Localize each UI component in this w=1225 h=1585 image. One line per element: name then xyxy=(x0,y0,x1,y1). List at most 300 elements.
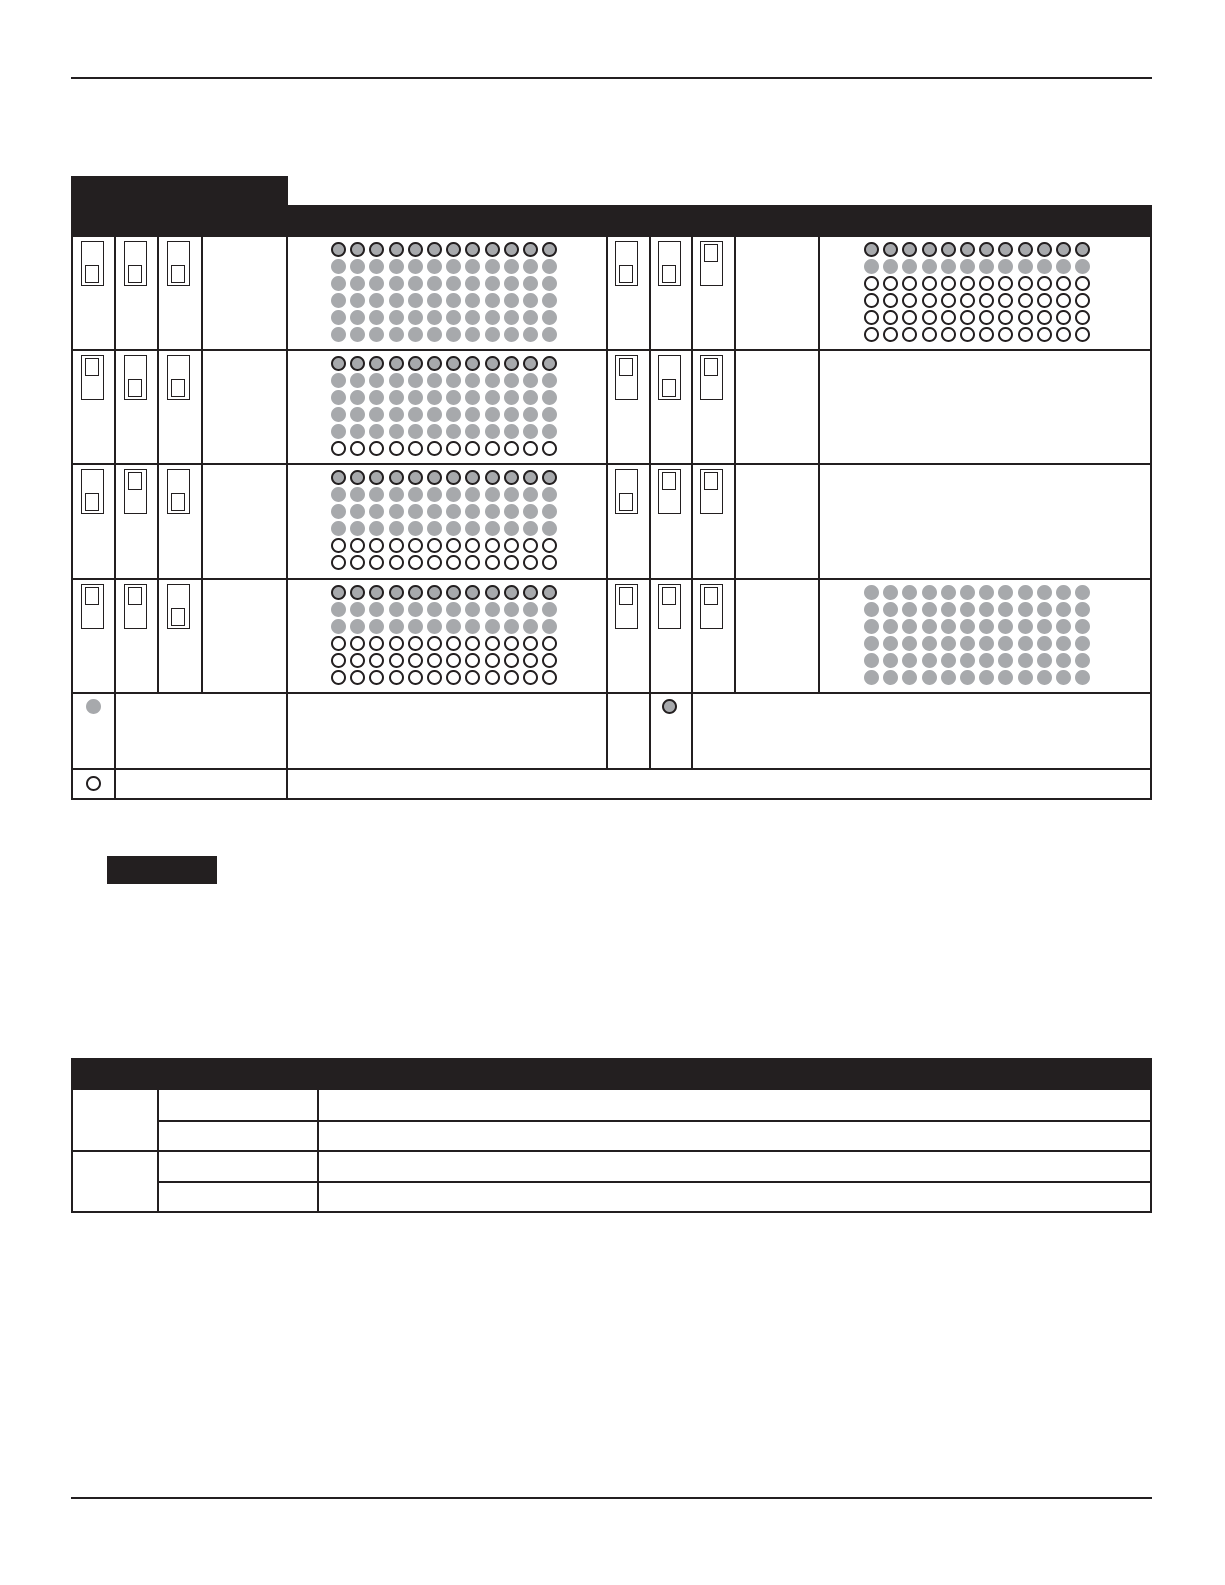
led-dot-ring xyxy=(864,242,879,257)
led-dot-open xyxy=(998,310,1013,325)
led-dot-fill xyxy=(485,259,500,274)
led-dot-open xyxy=(1037,293,1052,308)
led-dot-open xyxy=(960,293,975,308)
led-dot-fill xyxy=(446,619,461,634)
led-dot-open xyxy=(1037,310,1052,325)
led-dot-ring xyxy=(504,470,519,485)
led-dot-open xyxy=(960,327,975,342)
switch-knob xyxy=(704,358,718,376)
led-dot-fill xyxy=(465,327,480,342)
led-dot-fill xyxy=(902,653,917,668)
led-dot-open xyxy=(369,538,384,553)
led-dot-fill xyxy=(542,602,557,617)
led-dot-fill xyxy=(350,407,365,422)
led-dot-open xyxy=(523,670,538,685)
switch-knob xyxy=(704,472,718,490)
led-dot-fill xyxy=(523,327,538,342)
led-dot-open xyxy=(350,653,365,668)
table-border-left xyxy=(71,235,73,799)
led-dot-fill xyxy=(446,327,461,342)
led-dot-fill xyxy=(883,259,898,274)
led-dot-ring xyxy=(1037,242,1052,257)
led-dot-ring xyxy=(389,242,404,257)
column-divider xyxy=(649,235,651,692)
led-dot-open xyxy=(408,670,423,685)
led-dot-fill xyxy=(369,521,384,536)
led-dot-fill xyxy=(902,636,917,651)
led-dot-open xyxy=(408,441,423,456)
led-dot-fill xyxy=(446,487,461,502)
led-dot-fill xyxy=(485,619,500,634)
led-dot-fill xyxy=(369,602,384,617)
led-dot-fill xyxy=(331,602,346,617)
dip-switch-2-up xyxy=(658,584,681,629)
led-dot-fill xyxy=(960,636,975,651)
led-dot-fill xyxy=(504,602,519,617)
led-dot-open xyxy=(446,636,461,651)
led-dot-fill xyxy=(446,276,461,291)
legend-column-divider xyxy=(286,692,288,768)
led-dot-fill xyxy=(902,259,917,274)
led-dot-fill xyxy=(389,487,404,502)
led-dot-fill xyxy=(389,276,404,291)
led-dot-fill xyxy=(1037,602,1052,617)
led-dot-fill xyxy=(998,670,1013,685)
led-dot-open xyxy=(1075,310,1090,325)
led-dot-open xyxy=(864,293,879,308)
led-dot-fill xyxy=(465,259,480,274)
led-dot-fill xyxy=(446,424,461,439)
led-dot-ring xyxy=(389,356,404,371)
led-dot-fill xyxy=(1056,585,1071,600)
led-dot-fill xyxy=(1037,259,1052,274)
led-dot-open xyxy=(446,538,461,553)
led-dot-open xyxy=(1018,310,1033,325)
led-dot-open xyxy=(941,327,956,342)
led-dot-open xyxy=(446,555,461,570)
dip-switch-2-up xyxy=(124,469,147,514)
dip-switch-3-down xyxy=(167,584,190,629)
led-dot-fill xyxy=(446,259,461,274)
led-dot-fill xyxy=(998,259,1013,274)
led-dot-fill xyxy=(485,407,500,422)
led-dot-fill xyxy=(465,602,480,617)
led-dot-open xyxy=(446,653,461,668)
led-dot-open xyxy=(523,636,538,651)
led-dot-fill xyxy=(1037,653,1052,668)
led-dot-fill xyxy=(427,521,442,536)
led-dot-open xyxy=(542,653,557,668)
led-dot-fill xyxy=(350,602,365,617)
led-dot-fill xyxy=(998,585,1013,600)
led-dot-fill xyxy=(331,407,346,422)
led-dot-fill xyxy=(523,602,538,617)
led-dot-open xyxy=(1075,327,1090,342)
led-dot-ring xyxy=(504,356,519,371)
led-dot-open xyxy=(504,653,519,668)
led-dot-fill xyxy=(427,487,442,502)
led-dot-fill xyxy=(883,670,898,685)
led-dot-fill xyxy=(941,636,956,651)
led-dot-fill xyxy=(1075,619,1090,634)
led-dot-fill xyxy=(902,602,917,617)
led-dot-ring xyxy=(408,356,423,371)
led-dot-fill xyxy=(331,373,346,388)
led-dot-fill xyxy=(350,504,365,519)
row-divider xyxy=(71,349,1152,351)
table-border-right xyxy=(1150,235,1152,799)
led-dot-open xyxy=(389,555,404,570)
led-dot-fill xyxy=(350,259,365,274)
led-dot-open xyxy=(331,670,346,685)
led-dot-fill xyxy=(960,619,975,634)
led-dot-fill xyxy=(389,373,404,388)
led-dot-fill xyxy=(446,504,461,519)
legend-open-dot-icon xyxy=(86,776,101,791)
led-dot-fill xyxy=(389,293,404,308)
led-dot-fill xyxy=(427,310,442,325)
led-dot-fill xyxy=(922,653,937,668)
led-dot-open xyxy=(331,538,346,553)
led-dot-open xyxy=(922,293,937,308)
led-dot-open xyxy=(389,653,404,668)
led-dot-fill xyxy=(369,407,384,422)
led-dot-open xyxy=(504,441,519,456)
dip-switch-3-down xyxy=(167,355,190,400)
led-dot-fill xyxy=(350,619,365,634)
note-label-box xyxy=(107,856,217,884)
led-dot-fill xyxy=(1018,259,1033,274)
led-dot-ring xyxy=(542,470,557,485)
led-dot-open xyxy=(1056,310,1071,325)
led-dot-open xyxy=(350,441,365,456)
led-dot-fill xyxy=(485,390,500,405)
led-dot-open xyxy=(504,636,519,651)
column-divider xyxy=(734,235,736,692)
table-title-tab xyxy=(71,176,288,206)
led-dot-fill xyxy=(408,424,423,439)
legend-ringed-dot-icon xyxy=(662,699,677,714)
legend-column-divider xyxy=(606,692,608,768)
led-dot-open xyxy=(1037,276,1052,291)
led-dot-fill xyxy=(350,424,365,439)
dip-switch-1-up xyxy=(615,355,638,400)
led-dot-fill xyxy=(389,521,404,536)
led-dot-fill xyxy=(523,293,538,308)
led-dot-fill xyxy=(427,293,442,308)
led-dot-ring xyxy=(350,356,365,371)
led-dot-open xyxy=(902,293,917,308)
led-dot-fill xyxy=(960,585,975,600)
dip-switch-2-up xyxy=(658,469,681,514)
led-dot-open xyxy=(504,670,519,685)
led-dot-ring xyxy=(446,356,461,371)
led-dot-fill xyxy=(446,373,461,388)
led-dot-open xyxy=(960,310,975,325)
top-rule xyxy=(71,77,1152,79)
switch-knob xyxy=(662,379,676,397)
led-dot-fill xyxy=(504,276,519,291)
led-dot-fill xyxy=(465,504,480,519)
led-dot-open xyxy=(427,555,442,570)
led-dot-ring xyxy=(485,585,500,600)
legend-column-divider xyxy=(114,768,116,798)
led-dot-open xyxy=(465,636,480,651)
led-dot-fill xyxy=(408,327,423,342)
column-divider xyxy=(691,235,693,692)
led-dot-fill xyxy=(883,585,898,600)
led-dot-fill xyxy=(960,259,975,274)
led-dot-ring xyxy=(941,242,956,257)
led-dot-open xyxy=(523,441,538,456)
dip-switch-3-up xyxy=(700,355,723,400)
led-dot-open xyxy=(427,538,442,553)
led-dot-fill xyxy=(331,310,346,325)
switch-knob xyxy=(704,244,718,262)
switch-knob xyxy=(171,493,185,511)
led-dot-ring xyxy=(1018,242,1033,257)
dip-switch-2-down xyxy=(124,241,147,286)
led-dot-fill xyxy=(1037,636,1052,651)
led-dot-fill xyxy=(542,619,557,634)
led-dot-open xyxy=(408,653,423,668)
led-dot-fill xyxy=(465,487,480,502)
led-dot-ring xyxy=(465,356,480,371)
led-dot-ring xyxy=(408,242,423,257)
row-divider xyxy=(71,578,1152,580)
led-dot-open xyxy=(389,441,404,456)
led-dot-fill xyxy=(1056,619,1071,634)
dip-switch-3-up xyxy=(700,241,723,286)
led-dot-open xyxy=(941,276,956,291)
led-dot-fill xyxy=(1056,653,1071,668)
led-dot-ring xyxy=(350,242,365,257)
led-dot-open xyxy=(542,538,557,553)
led-dot-open xyxy=(465,555,480,570)
led-dot-fill xyxy=(427,327,442,342)
led-dot-fill xyxy=(883,619,898,634)
led-dot-open xyxy=(998,327,1013,342)
led-dot-fill xyxy=(350,327,365,342)
led-dot-fill xyxy=(902,619,917,634)
led-dot-open xyxy=(1056,276,1071,291)
led-dot-fill xyxy=(331,619,346,634)
led-dot-open xyxy=(369,555,384,570)
led-dot-fill xyxy=(369,619,384,634)
led-dot-open xyxy=(542,441,557,456)
led-dot-open xyxy=(369,441,384,456)
led-dot-fill xyxy=(350,310,365,325)
switch-knob xyxy=(662,587,676,605)
led-dot-fill xyxy=(331,276,346,291)
switch-knob xyxy=(85,358,99,376)
switch-knob xyxy=(128,587,142,605)
led-dot-fill xyxy=(998,602,1013,617)
led-dot-open xyxy=(1075,276,1090,291)
column-divider xyxy=(201,235,203,692)
led-dot-ring xyxy=(427,470,442,485)
led-dot-ring xyxy=(350,585,365,600)
led-dot-fill xyxy=(998,619,1013,634)
spec-row-divider xyxy=(71,1211,1152,1213)
led-dot-fill xyxy=(1056,636,1071,651)
led-dot-ring xyxy=(542,585,557,600)
row-divider xyxy=(71,235,1152,237)
led-dot-fill xyxy=(542,293,557,308)
led-dot-open xyxy=(883,293,898,308)
led-dot-fill xyxy=(408,521,423,536)
column-divider xyxy=(286,235,288,692)
led-dot-fill xyxy=(979,259,994,274)
led-dot-fill xyxy=(446,293,461,308)
switch-knob xyxy=(662,472,676,490)
led-dot-fill xyxy=(922,602,937,617)
led-dot-ring xyxy=(331,470,346,485)
led-dot-fill xyxy=(1056,670,1071,685)
led-dot-fill xyxy=(331,521,346,536)
led-dot-fill xyxy=(331,487,346,502)
led-dot-fill xyxy=(331,327,346,342)
led-dot-fill xyxy=(542,310,557,325)
dip-switch-3-down xyxy=(167,469,190,514)
led-dot-fill xyxy=(979,619,994,634)
led-dot-open xyxy=(922,310,937,325)
led-dot-open xyxy=(1056,293,1071,308)
led-dot-fill xyxy=(427,504,442,519)
led-dot-open xyxy=(902,276,917,291)
led-dot-fill xyxy=(369,310,384,325)
led-dot-ring xyxy=(485,470,500,485)
led-dot-ring xyxy=(369,470,384,485)
spec-row-divider xyxy=(157,1181,1152,1183)
led-dot-fill xyxy=(922,670,937,685)
led-dot-ring xyxy=(465,470,480,485)
led-dot-open xyxy=(465,441,480,456)
table-header-bar xyxy=(71,205,1152,235)
led-dot-fill xyxy=(504,504,519,519)
led-dot-open xyxy=(350,538,365,553)
led-dot-fill xyxy=(369,504,384,519)
led-dot-open xyxy=(350,636,365,651)
led-dot-ring xyxy=(465,242,480,257)
led-dot-fill xyxy=(922,636,937,651)
led-dot-fill xyxy=(427,259,442,274)
led-dot-fill xyxy=(883,636,898,651)
led-dot-fill xyxy=(960,602,975,617)
led-dot-fill xyxy=(523,487,538,502)
led-dot-ring xyxy=(350,470,365,485)
led-dot-fill xyxy=(1075,602,1090,617)
column-divider xyxy=(606,235,608,692)
led-dot-fill xyxy=(1056,602,1071,617)
led-dot-fill xyxy=(542,390,557,405)
led-dot-fill xyxy=(523,390,538,405)
led-dot-fill xyxy=(389,602,404,617)
led-dot-fill xyxy=(446,310,461,325)
switch-knob xyxy=(619,493,633,511)
led-dot-open xyxy=(979,293,994,308)
led-dot-fill xyxy=(542,407,557,422)
led-dot-ring xyxy=(389,470,404,485)
led-dot-open xyxy=(389,670,404,685)
led-dot-ring xyxy=(369,242,384,257)
led-dot-open xyxy=(465,653,480,668)
led-dot-fill xyxy=(542,373,557,388)
led-dot-fill xyxy=(922,259,937,274)
led-dot-fill xyxy=(542,276,557,291)
led-dot-fill xyxy=(864,636,879,651)
led-dot-open xyxy=(446,441,461,456)
led-dot-open xyxy=(1018,293,1033,308)
led-dot-open xyxy=(485,636,500,651)
led-dot-fill xyxy=(465,276,480,291)
led-dot-fill xyxy=(389,504,404,519)
led-dot-fill xyxy=(369,390,384,405)
led-dot-open xyxy=(998,276,1013,291)
led-dot-open xyxy=(427,653,442,668)
led-dot-fill xyxy=(542,504,557,519)
row-divider xyxy=(71,463,1152,465)
switch-knob xyxy=(128,379,142,397)
led-dot-open xyxy=(1075,293,1090,308)
row-divider xyxy=(71,798,1152,800)
led-dot-open xyxy=(408,636,423,651)
led-dot-fill xyxy=(331,293,346,308)
dip-switch-1-down xyxy=(81,469,104,514)
dip-switch-3-down xyxy=(167,241,190,286)
switch-knob xyxy=(171,608,185,626)
dip-switch-2-up xyxy=(124,584,147,629)
dip-switch-1-up xyxy=(615,584,638,629)
switch-knob xyxy=(128,265,142,283)
led-dot-ring xyxy=(523,356,538,371)
led-dot-open xyxy=(408,555,423,570)
spec-row-divider xyxy=(71,1150,1152,1152)
led-dot-open xyxy=(1056,327,1071,342)
led-dot-fill xyxy=(369,293,384,308)
led-dot-fill xyxy=(408,602,423,617)
led-dot-fill xyxy=(504,424,519,439)
led-dot-fill xyxy=(465,424,480,439)
led-dot-fill xyxy=(504,487,519,502)
led-dot-fill xyxy=(1018,585,1033,600)
led-dot-open xyxy=(922,276,937,291)
led-dot-fill xyxy=(427,390,442,405)
led-dot-open xyxy=(542,555,557,570)
led-dot-fill xyxy=(408,390,423,405)
legend-column-divider xyxy=(286,768,288,798)
led-dot-fill xyxy=(523,310,538,325)
led-dot-fill xyxy=(485,276,500,291)
led-dot-open xyxy=(485,441,500,456)
led-dot-open xyxy=(331,653,346,668)
led-dot-fill xyxy=(446,407,461,422)
led-dot-fill xyxy=(369,487,384,502)
led-dot-ring xyxy=(902,242,917,257)
led-dot-open xyxy=(350,555,365,570)
led-dot-ring xyxy=(504,242,519,257)
led-dot-ring xyxy=(1056,242,1071,257)
led-dot-fill xyxy=(979,670,994,685)
led-dot-fill xyxy=(542,487,557,502)
led-dot-fill xyxy=(542,424,557,439)
led-dot-fill xyxy=(446,602,461,617)
led-dot-fill xyxy=(542,259,557,274)
legend-column-divider xyxy=(649,692,651,768)
led-dot-open xyxy=(485,555,500,570)
led-dot-fill xyxy=(331,390,346,405)
led-dot-open xyxy=(485,670,500,685)
